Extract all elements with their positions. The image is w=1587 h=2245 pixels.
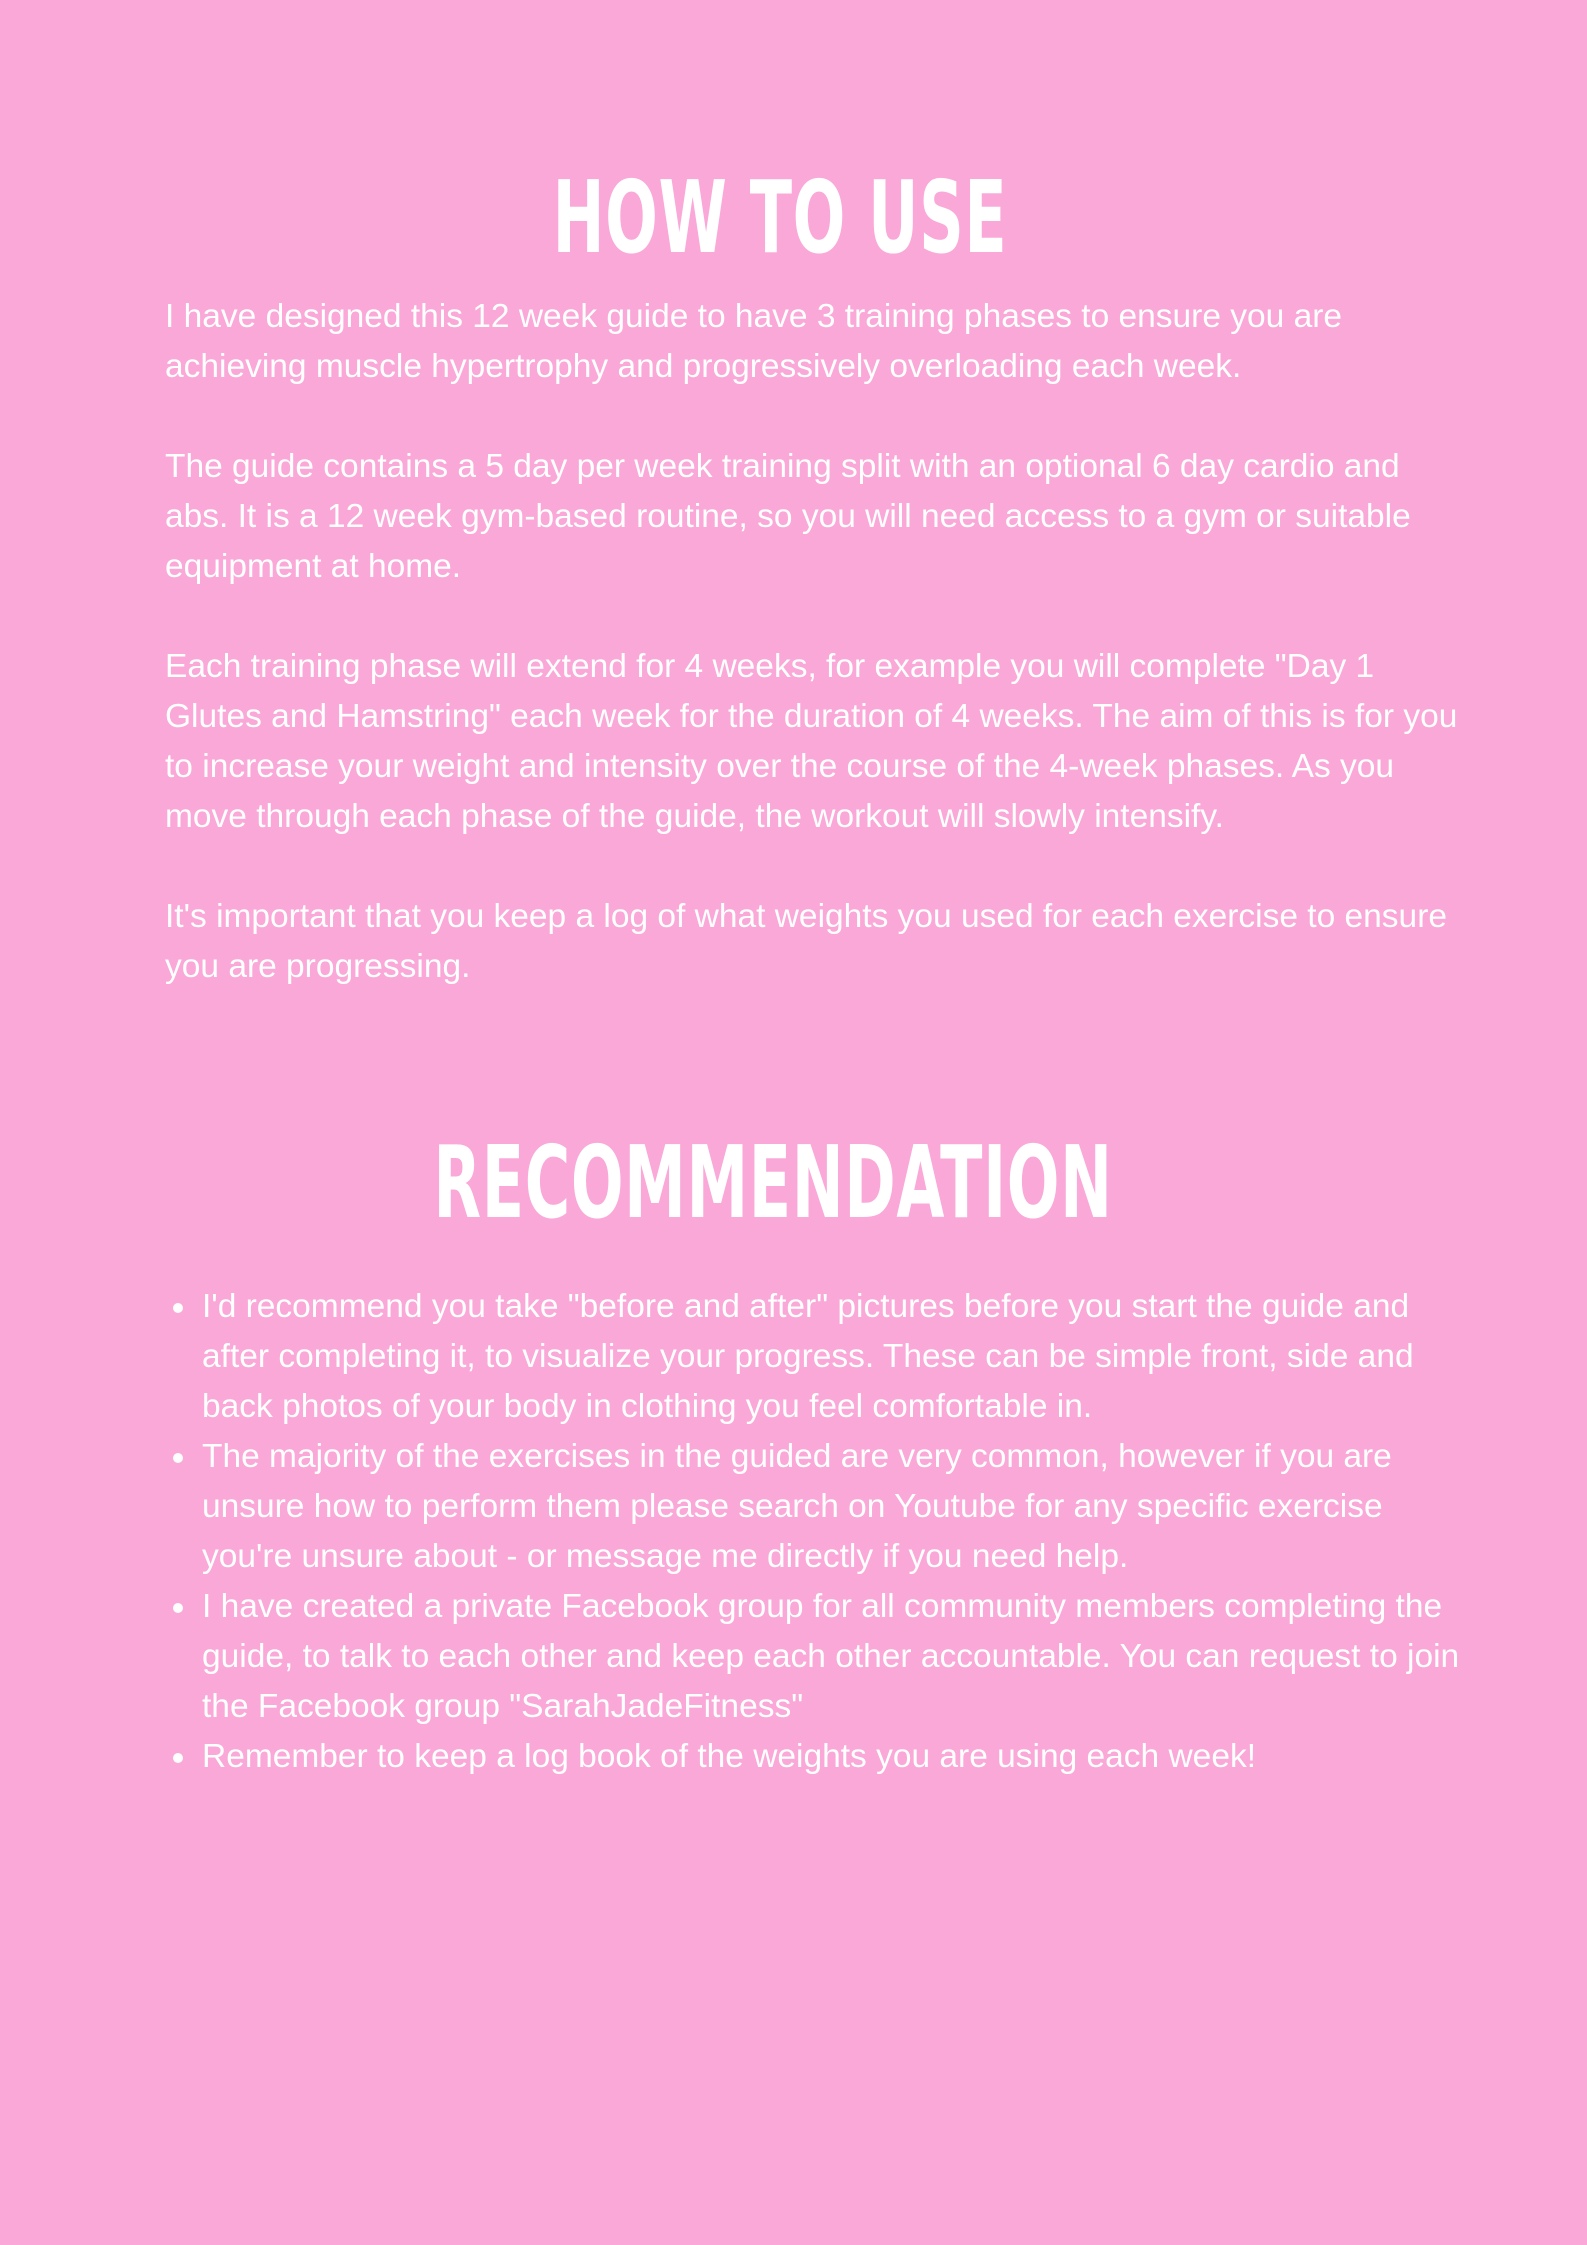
intro-paragraph: Each training phase will extend for 4 weeks, for example you will complete "Day 1 Glutes and Hamstring" each week for the duration of 4 weeks. The aim of this is for you to increase your weight and intensity over the course of the 4-week phases. As you move through each phase of the guide, the workout will slowly intensify. — [165, 648, 1458, 835]
list-item-text: I'd recommend you take "before and after" pictures before you start the guide and after completing it, to visualize your progress. These can be simple front, side and back photos of your body in clothing you feel comfortable in. — [202, 1288, 1414, 1425]
how-to-use-body — [165, 292, 1465, 992]
list-item-text: The majority of the exercises in the guided are very common, however if you are unsure how to perform them please search on Youtube for any specific exercise you're unsure about - or message me directly if you need help. — [202, 1438, 1392, 1575]
intro-paragraph: It's important that you keep a log of what weights you used for each exercise to ensure you are progressing. — [165, 898, 1447, 985]
recommendation-list — [165, 1282, 1465, 1782]
bullet-icon — [173, 1453, 183, 1463]
list-item — [165, 1432, 1465, 1582]
how-to-use-heading: HOW TO USE — [552, 159, 1008, 276]
list-item — [165, 1732, 1465, 1782]
list-item-text: Remember to keep a log book of the weights you are using each week! — [202, 1738, 1257, 1775]
recommendation-heading: RECOMMENDATION — [433, 1124, 1113, 1241]
list-item — [165, 1282, 1465, 1432]
intro-paragraph: I have designed this 12 week guide to have 3 training phases to ensure you are achieving muscle hypertrophy and progressively overloading each week. — [165, 298, 1343, 385]
list-item-text: I have created a private Facebook group for all community members completing the guide, to talk to each other and keep each other accountable. You can request to join the Facebook group "SarahJadeFitness" — [202, 1588, 1460, 1725]
list-item — [165, 1582, 1465, 1732]
bullet-icon — [173, 1753, 183, 1763]
intro-paragraph: The guide contains a 5 day per week training split with an optional 6 day cardio and abs. It is a 12 week gym-based routine, so you will need access to a gym or suitable equipment at home. — [165, 448, 1411, 585]
bullet-icon — [173, 1603, 183, 1613]
bullet-icon — [173, 1303, 183, 1313]
